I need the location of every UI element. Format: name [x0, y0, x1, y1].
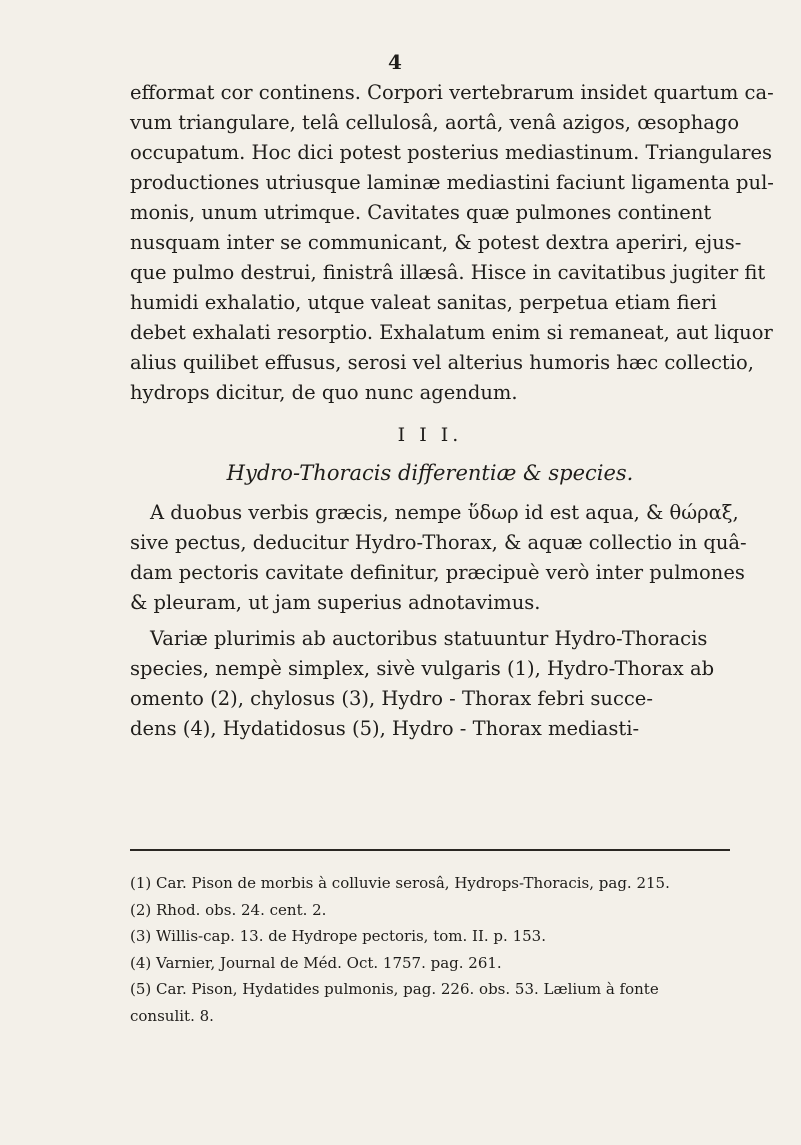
- text-line: species, nempè simplex, sivè vulgaris (1), Hydro-Thorax ab: [130, 657, 715, 680]
- text-line: dens (4), Hydatidosus (5), Hydro - Thorax mediasti-: [130, 717, 640, 740]
- text-line: occupatum. Hoc dici potest posterius mediastinum. Triangulares: [130, 141, 773, 164]
- text-line: vum triangulare, telâ cellulosâ, aortâ, venâ azigos, œsophago: [130, 111, 740, 134]
- page-number: 4: [388, 50, 402, 74]
- footnote: (3) Willis-cap. 13. de Hydrope pectoris, tom. II. p. 153.: [130, 927, 546, 945]
- text-line: hydrops dicitur, de quo nunc agendum.: [130, 381, 518, 404]
- text-line: debet exhalati resorptio. Exhalatum enim si remaneat, aut liquor: [130, 321, 773, 344]
- footnotes: [130, 870, 740, 1029]
- text-line: & pleuram, ut jam superius adnotavimus.: [130, 591, 541, 614]
- text-line: humidi exhalatio, utque valeat sanitas, perpetua etiam fieri: [130, 291, 717, 314]
- text-line: Variæ plurimis ab auctoribus statuuntur Hydro-Thoracis: [150, 627, 708, 650]
- paragraph-3: [130, 624, 730, 744]
- text-line: omento (2), chylosus (3), Hydro - Thorax febri succe-: [130, 687, 653, 710]
- section-title: Hydro-Thoracis differentiæ & species.: [226, 461, 634, 485]
- footnote-divider: [130, 849, 730, 851]
- text-line: alius quilibet effusus, serosi vel alterius humoris hæc collectio,: [130, 351, 754, 374]
- footnote: (5) Car. Pison, Hydatides pulmonis, pag. 226. obs. 53. Lælium à fonte: [130, 980, 659, 998]
- footnote: (1) Car. Pison de morbis à colluvie serosâ, Hydrops-Thoracis, pag. 215.: [130, 874, 670, 892]
- text-line: A duobus verbis græcis, nempe ὕδωρ id est aqua, & θώραξ,: [150, 501, 739, 524]
- text-line: productiones utriusque laminæ mediastini faciunt ligamenta pul-: [130, 171, 774, 194]
- text-line: sive pectus, deducitur Hydro-Thorax, & aquæ collectio in quâ-: [130, 531, 747, 554]
- text-line: dam pectoris cavitate definitur, præcipuè verò inter pulmones: [130, 561, 745, 584]
- paragraph-2: [130, 498, 747, 618]
- body-text: [130, 78, 774, 744]
- text-line: monis, unum utrimque. Cavitates quæ pulmones continent: [130, 201, 712, 224]
- text-line: efformat cor continens. Corpori vertebrarum insidet quartum ca-: [130, 81, 774, 104]
- footnote: consulit. 8.: [130, 1006, 214, 1025]
- text-line: que pulmo destrui, finistrâ illæsâ. Hisce in cavitatibus jugiter fit: [130, 261, 766, 284]
- paragraph-1: [130, 78, 774, 408]
- footnote: (4) Varnier, Journal de Méd. Oct. 1757. pag. 261.: [130, 953, 502, 972]
- footnote: (2) Rhod. obs. 24. cent. 2.: [130, 900, 327, 919]
- section-number: I I I.: [397, 424, 463, 446]
- text-line: nusquam inter se communicant, & potest dextra aperiri, ejus-: [130, 231, 742, 254]
